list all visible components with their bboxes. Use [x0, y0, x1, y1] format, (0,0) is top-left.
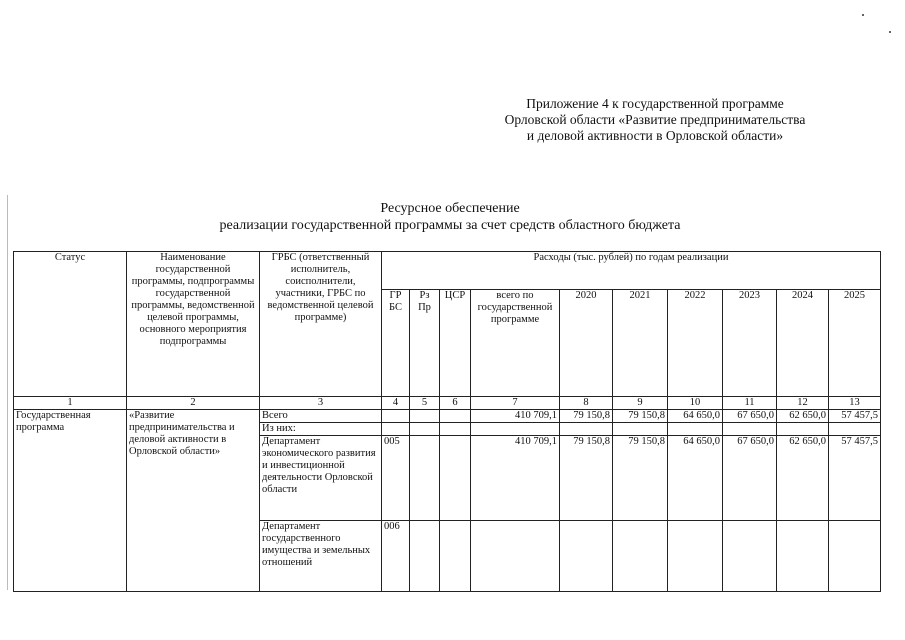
header-total: всего по государственной программе: [471, 289, 560, 396]
value-2022-cell: [668, 423, 723, 436]
annex-line-2: Орловской области «Развитие предпринимательства: [504, 112, 806, 127]
scan-speck: [889, 31, 891, 33]
header-expenses: Расходы (тыс. рублей) по годам реализации: [382, 252, 881, 290]
col-number: 11: [723, 397, 777, 410]
title-line-1: Ресурсное обеспечение: [380, 201, 520, 216]
grbs-code-cell: [382, 423, 410, 436]
value-2021-cell: 79 150,8: [613, 410, 668, 423]
header-2020: 2020: [560, 289, 613, 396]
value-2021-cell: [613, 521, 668, 592]
header-row-1: [14, 252, 881, 290]
csr-cell: [440, 521, 471, 592]
value-2020-cell: [560, 521, 613, 592]
resource-table: [13, 251, 881, 592]
header-2021: 2021: [613, 289, 668, 396]
value-2022-cell: 64 650,0: [668, 410, 723, 423]
header-status: Статус: [14, 252, 127, 397]
header-2024: 2024: [777, 289, 829, 396]
col-number: 9: [613, 397, 668, 410]
csr-cell: [440, 423, 471, 436]
header-grbs: ГРБС (ответственный исполнитель, соисполнители, участники, ГРБС по ведомственной целевой программе): [260, 252, 382, 397]
annex-line-1: Приложение 4 к государственной программе: [526, 96, 784, 111]
grbs-cell: Из них:: [260, 423, 382, 436]
annex-line-3: и деловой активности в Орловской области»: [526, 128, 784, 143]
grbs-code-cell: 005: [382, 436, 410, 521]
total-cell: [471, 423, 560, 436]
col-number: 1: [14, 397, 127, 410]
col-number: 13: [829, 397, 881, 410]
col-number: 5: [410, 397, 440, 410]
header-2023: 2023: [723, 289, 777, 396]
grbs-cell: Департамент государственного имущества и земельных отношений: [260, 521, 382, 592]
column-numbers-row: [14, 397, 881, 410]
col-number: 2: [127, 397, 260, 410]
value-2025-cell: 57 457,5: [829, 436, 881, 521]
value-2023-cell: [723, 423, 777, 436]
col-number: 3: [260, 397, 382, 410]
value-2024-cell: 62 650,0: [777, 410, 829, 423]
value-2021-cell: [613, 423, 668, 436]
header-2025: 2025: [829, 289, 881, 396]
rz-pr-cell: [410, 410, 440, 423]
value-2022-cell: [668, 521, 723, 592]
grbs-code-cell: 006: [382, 521, 410, 592]
program-status: Государственная программа: [14, 410, 127, 592]
header-name: Наименование государственной программы, подпрограммы государственной программы, ведомственной целевой программы, основного мероприятия подпрограммы: [127, 252, 260, 397]
title-line-2: реализации государственной программы за счет средств областного бюджета: [219, 218, 681, 233]
csr-cell: [440, 410, 471, 423]
value-2024-cell: [777, 521, 829, 592]
annex-header: [470, 96, 840, 144]
total-cell: 410 709,1: [471, 410, 560, 423]
value-2023-cell: [723, 521, 777, 592]
grbs-cell: Департамент экономического развития и инвестиционной деятельности Орловской области: [260, 436, 382, 521]
value-2025-cell: [829, 423, 881, 436]
col-number: 8: [560, 397, 613, 410]
rz-pr-cell: [410, 423, 440, 436]
col-number: 12: [777, 397, 829, 410]
value-2021-cell: 79 150,8: [613, 436, 668, 521]
header-rz-pr: Рз Пр: [410, 289, 440, 396]
total-cell: 410 709,1: [471, 436, 560, 521]
value-2020-cell: 79 150,8: [560, 410, 613, 423]
col-number: 10: [668, 397, 723, 410]
grbs-cell: Всего: [260, 410, 382, 423]
value-2020-cell: 79 150,8: [560, 436, 613, 521]
value-2024-cell: [777, 423, 829, 436]
value-2025-cell: [829, 521, 881, 592]
grbs-code-cell: [382, 410, 410, 423]
header-csr: ЦСР: [440, 289, 471, 396]
scan-edge-mark: [7, 195, 8, 590]
value-2025-cell: 57 457,5: [829, 410, 881, 423]
value-2024-cell: 62 650,0: [777, 436, 829, 521]
table-row: [14, 410, 881, 423]
header-grbs-code: ГР БС: [382, 289, 410, 396]
rz-pr-cell: [410, 436, 440, 521]
value-2022-cell: 64 650,0: [668, 436, 723, 521]
value-2020-cell: [560, 423, 613, 436]
total-cell: [471, 521, 560, 592]
rz-pr-cell: [410, 521, 440, 592]
program-name: «Развитие предпринимательства и деловой активности в Орловской области»: [127, 410, 260, 592]
col-number: 6: [440, 397, 471, 410]
value-2023-cell: 67 650,0: [723, 410, 777, 423]
scan-speck: [862, 14, 864, 16]
document-title: [120, 200, 780, 234]
col-number: 4: [382, 397, 410, 410]
col-number: 7: [471, 397, 560, 410]
value-2023-cell: 67 650,0: [723, 436, 777, 521]
csr-cell: [440, 436, 471, 521]
header-2022: 2022: [668, 289, 723, 396]
